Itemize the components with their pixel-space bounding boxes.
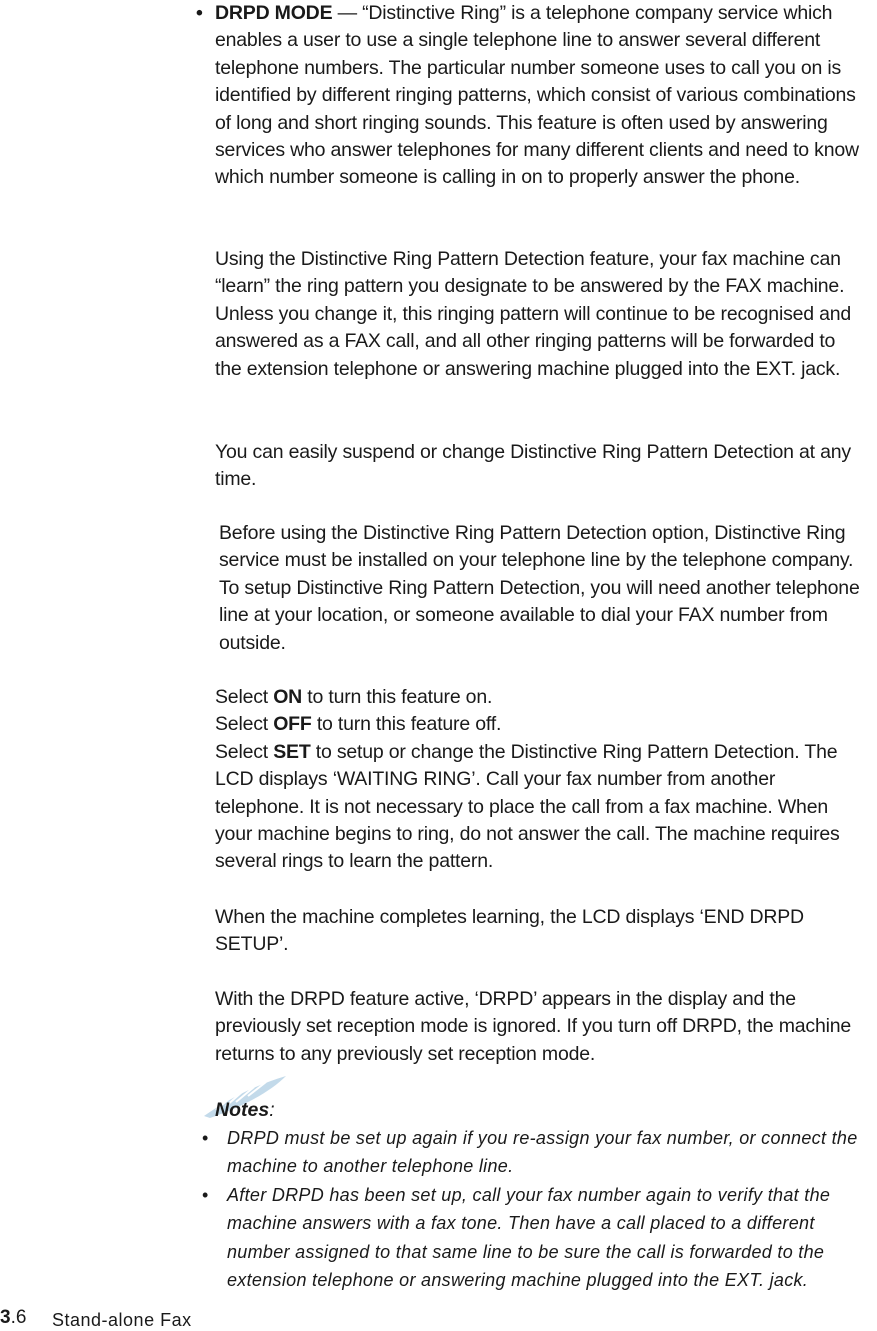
select-set-line: Select SET to setup or change the Distinctive Ring Pattern Detection. The LCD displays ‘WAITING RING’. Call your fax number from another telephone. It is not necessary to place the call from a fax machine. When your machine begins to ring, do not answer the call. The machine requires several rings to learn the pattern. — [215, 740, 840, 873]
drpd-mode-intro: — “Distinctive Ring” is a telephone company service which enables a user to use a single telephone line to answer several different telephone numbers. The particular number someone uses to call you on is identified by different ringing patterns, which consist of various combinations of long and short ringing sounds. This feature is often used by answering services who answer telephones for many different clients and need to know which number someone is calling in on to properly answer the phone. — [215, 2, 859, 189]
on-option: ON — [273, 686, 303, 708]
section-title: Stand-alone Fax — [52, 1310, 192, 1330]
set-option: SET — [273, 740, 311, 763]
select-off-line: Select OFF to turn this feature off. — [215, 713, 502, 736]
notes-heading: Notes: — [215, 1099, 275, 1121]
select-on-line: Select ON to turn this feature on. — [215, 686, 493, 708]
drpd-mode-paragraph — [215, 0, 865, 192]
select-options-paragraph — [215, 684, 865, 876]
prerequisite-paragraph: Before using the Distinctive Ring Pattern Detection option, Distinctive Ring service must be installed on your telephone line by the telephone company. To setup Distinctive Ring Pattern Detection, you will need another telephone line at your location, or someone available to dial your FAX number from outside. — [219, 522, 860, 654]
note-bullet: • — [202, 1128, 209, 1148]
note-item: • After DRPD has been set up, call your fax number again to verify that the machine answers with a fax tone. Then have a call placed to a different number assigned to that same line to be sure the call is forwarded to the extension telephone or answering machine plugged into the EXT. jack. — [214, 1181, 864, 1295]
drpd-mode-term: DRPD MODE — [215, 2, 333, 24]
learning-complete-paragraph: When the machine completes learning, the LCD displays ‘END DRPD SETUP’. — [215, 906, 804, 956]
drpd-active-paragraph: With the DRPD feature active, ‘DRPD’ appears in the display and the previously set reception mode is ignored. If you turn off DRPD, the machine returns to any previously set reception mode. — [215, 988, 852, 1065]
bullet-dot: • — [196, 2, 203, 24]
page-number: 3.6 — [0, 1307, 27, 1328]
suspend-paragraph: You can easily suspend or change Distinctive Ring Pattern Detection at any time. — [215, 441, 851, 491]
ring-detection-paragraph: Using the Distinctive Ring Pattern Detection feature, your fax machine can “learn” the ring pattern you designate to be answered by the FAX machine. Unless you change it, this ringing pattern will continue to be recognised and answered as a FAX call, and all other ringing patterns will be forwarded to the extension telephone or answering machine plugged into the EXT. jack. — [215, 248, 852, 380]
note-bullet: • — [202, 1185, 209, 1205]
note-item: • DRPD must be set up again if you re-assign your fax number, or connect the machine to another telephone line. — [214, 1124, 864, 1181]
off-option: OFF — [273, 713, 312, 736]
